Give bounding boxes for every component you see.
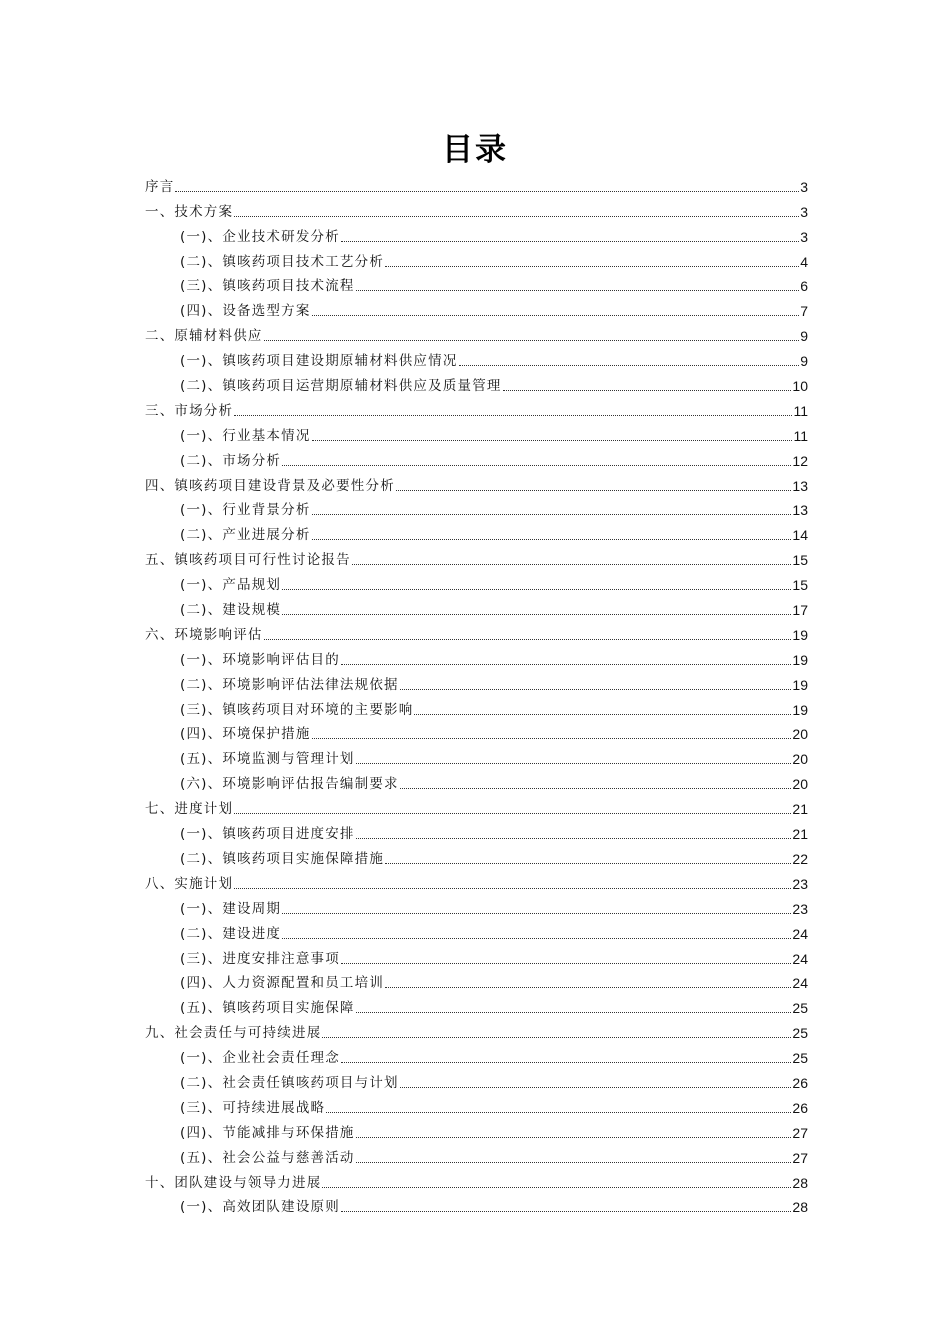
toc-subsection-entry[interactable] [145,770,808,795]
toc-dot-leader [356,290,800,291]
toc-section-entry[interactable] [145,472,808,497]
toc-page-number: 15 [792,577,808,594]
toc-subsection-entry[interactable] [145,497,808,522]
toc-section-entry[interactable] [145,397,808,422]
toc-entry-title: (一)、环境影响评估目的 [180,651,340,668]
toc-subsection-entry[interactable] [145,571,808,596]
toc-entry-title: (二)、社会责任镇咳药项目与计划 [180,1074,399,1091]
toc-subsection-entry[interactable] [145,422,808,447]
toc-entry-title: 九、社会责任与可持续进展 [145,1025,322,1042]
toc-subsection-entry[interactable] [145,845,808,870]
toc-dot-leader [341,1211,791,1212]
toc-dot-leader [400,788,792,789]
toc-subsection-entry[interactable] [145,273,808,298]
toc-page-number: 11 [793,402,808,419]
toc-subsection-entry[interactable] [145,1094,808,1119]
toc-entry-title: (一)、行业基本情况 [180,427,311,444]
toc-entry-title: (三)、镇咳药项目对环境的主要影响 [180,701,414,718]
toc-page-number: 13 [792,502,808,519]
toc-dot-leader [282,465,791,466]
toc-dot-leader [234,813,791,814]
toc-entry-title: (三)、镇咳药项目技术流程 [180,278,355,295]
toc-entry-title: (三)、进度安排注意事项 [180,950,340,967]
toc-subsection-entry[interactable] [145,223,808,248]
toc-entry-title: (二)、市场分析 [180,452,282,469]
toc-subsection-entry[interactable] [145,1119,808,1144]
toc-entry-title: (六)、环境影响评估报告编制要求 [180,776,399,793]
toc-page-number: 20 [792,776,808,793]
toc-subsection-entry[interactable] [145,745,808,770]
toc-list [145,173,808,1218]
toc-page-number: 4 [800,253,808,270]
toc-subsection-entry[interactable] [145,297,808,322]
toc-entry-title: 七、进度计划 [145,801,234,818]
toc-page-number: 25 [792,1050,808,1067]
toc-entry-title: (一)、建设周期 [180,900,282,917]
toc-dot-leader [459,365,800,366]
toc-entry-title: (四)、环境保护措施 [180,726,311,743]
toc-dot-leader [356,838,792,839]
toc-entry-title: (五)、镇咳药项目实施保障 [180,1000,355,1017]
toc-dot-leader [414,714,791,715]
toc-subsection-entry[interactable] [145,248,808,273]
toc-subsection-entry[interactable] [145,521,808,546]
toc-dot-leader [282,614,791,615]
toc-page-number: 3 [800,203,808,220]
toc-entry-title: (一)、产品规划 [180,577,282,594]
toc-dot-leader [352,564,792,565]
toc-entry-title: (二)、镇咳药项目实施保障措施 [180,850,385,867]
toc-page-number: 27 [792,1149,808,1166]
toc-subsection-entry[interactable] [145,994,808,1019]
toc-entry-title: (一)、高效团队建设原则 [180,1199,340,1216]
toc-dot-leader [312,315,800,316]
toc-entry-title: (四)、节能减排与环保措施 [180,1124,355,1141]
toc-entry-title: 二、原辅材料供应 [145,328,263,345]
toc-entry-title: (二)、建设规模 [180,602,282,619]
toc-section-entry[interactable] [145,621,808,646]
toc-entry-title: (五)、环境监测与管理计划 [180,751,355,768]
toc-page-number: 21 [792,826,808,843]
toc-entry-title: 四、镇咳药项目建设背景及必要性分析 [145,477,395,494]
toc-dot-leader [175,191,799,192]
toc-dot-leader [312,539,792,540]
toc-subsection-entry[interactable] [145,970,808,995]
toc-page-number: 19 [792,626,808,643]
toc-page-number: 15 [792,552,808,569]
toc-page-number: 24 [792,950,808,967]
toc-page-number: 19 [792,651,808,668]
toc-page-number: 27 [792,1124,808,1141]
toc-dot-leader [385,266,799,267]
toc-page-number: 24 [792,975,808,992]
toc-dot-leader [341,664,791,665]
toc-entry-title: 三、市场分析 [145,402,234,419]
toc-section-entry[interactable] [145,1169,808,1194]
toc-entry-title: (一)、企业技术研发分析 [180,228,340,245]
toc-entry-title: (一)、镇咳药项目建设期原辅材料供应情况 [180,353,458,370]
toc-subsection-entry[interactable] [145,671,808,696]
toc-entry-title: (四)、人力资源配置和员工培训 [180,975,385,992]
toc-subsection-entry[interactable] [145,1069,808,1094]
toc-dot-leader [356,1137,792,1138]
toc-dot-leader [385,863,791,864]
toc-subsection-entry[interactable] [145,721,808,746]
toc-dot-leader [312,738,792,739]
toc-page-number: 10 [792,378,808,395]
toc-dot-leader [282,589,791,590]
toc-dot-leader [341,963,791,964]
toc-page-number: 28 [792,1174,808,1191]
toc-dot-leader [396,490,792,491]
toc-entry-title: (二)、产业进展分析 [180,527,311,544]
toc-dot-leader [234,888,791,889]
toc-dot-leader [234,216,799,217]
toc-entry-title: (一)、镇咳药项目进度安排 [180,826,355,843]
toc-dot-leader [400,1087,792,1088]
toc-page-number: 19 [792,701,808,718]
toc-subsection-entry[interactable] [145,596,808,621]
toc-section-entry[interactable] [145,795,808,820]
toc-page-number: 14 [792,527,808,544]
toc-entry-title: 十、团队建设与领导力进展 [145,1174,322,1191]
toc-entry-title: (五)、社会公益与慈善活动 [180,1149,355,1166]
toc-entry-title: (二)、环境影响评估法律法规依据 [180,676,399,693]
toc-dot-leader [400,689,792,690]
toc-entry-title: (一)、行业背景分析 [180,502,311,519]
toc-dot-leader [341,1062,791,1063]
toc-page-number: 22 [792,850,808,867]
toc-dot-leader [326,1112,791,1113]
toc-page-number: 20 [792,726,808,743]
toc-section-entry[interactable] [145,322,808,347]
toc-section-entry[interactable] [145,546,808,571]
toc-entry-title: (二)、镇咳药项目技术工艺分析 [180,253,385,270]
toc-page-number: 25 [792,1000,808,1017]
toc-entry-title: (二)、镇咳药项目运营期原辅材料供应及质量管理 [180,378,502,395]
toc-subsection-entry[interactable] [145,447,808,472]
toc-dot-leader [356,1162,792,1163]
toc-dot-leader [356,1012,792,1013]
toc-subsection-entry[interactable] [145,696,808,721]
toc-title: 目录 [442,132,508,168]
toc-dot-leader [385,987,791,988]
toc-entry-title: 八、实施计划 [145,875,234,892]
toc-section-entry[interactable] [145,198,808,223]
toc-dot-leader [234,415,792,416]
toc-page-number: 24 [792,925,808,942]
toc-section-entry[interactable] [145,870,808,895]
toc-entry-title: 序言 [145,178,175,195]
toc-dot-leader [312,514,792,515]
toc-page-number: 12 [792,452,808,469]
toc-subsection-entry[interactable] [145,347,808,372]
toc-dot-leader [282,913,791,914]
toc-page-number: 9 [800,353,808,370]
toc-subsection-entry[interactable] [145,920,808,945]
toc-page-number: 20 [792,751,808,768]
toc-entry-title: (二)、建设进度 [180,925,282,942]
toc-subsection-entry[interactable] [145,1044,808,1069]
toc-entry-title: (三)、可持续进展战略 [180,1099,326,1116]
toc-entry-title: 五、镇咳药项目可行性讨论报告 [145,552,351,569]
toc-dot-leader [356,763,792,764]
toc-entry-title: (一)、企业社会责任理念 [180,1050,340,1067]
toc-entry-title: 一、技术方案 [145,203,234,220]
toc-dot-leader [264,340,800,341]
toc-section-entry[interactable] [145,1019,808,1044]
toc-page-number: 26 [792,1099,808,1116]
toc-page-number: 7 [800,303,808,320]
toc-dot-leader [322,1037,791,1038]
toc-page-number: 21 [792,801,808,818]
toc-dot-leader [282,938,791,939]
toc-page-number: 23 [792,900,808,917]
toc-page-number: 9 [800,328,808,345]
toc-dot-leader [341,241,799,242]
toc-subsection-entry[interactable] [145,646,808,671]
toc-subsection-entry[interactable] [145,895,808,920]
toc-dot-leader [322,1187,791,1188]
toc-page-number: 6 [800,278,808,295]
toc-entry-title: (四)、设备选型方案 [180,303,311,320]
toc-section-entry[interactable] [145,173,808,198]
toc-page-number: 13 [792,477,808,494]
toc-page-number: 17 [792,602,808,619]
toc-dot-leader [503,390,792,391]
toc-page-number: 26 [792,1074,808,1091]
toc-subsection-entry[interactable] [145,1144,808,1169]
toc-page-number: 23 [792,875,808,892]
toc-dot-leader [312,440,793,441]
toc-entry-title: 六、环境影响评估 [145,626,263,643]
toc-page-number: 28 [792,1199,808,1216]
toc-subsection-entry[interactable] [145,945,808,970]
toc-subsection-entry[interactable] [145,820,808,845]
toc-subsection-entry[interactable] [145,372,808,397]
toc-subsection-entry[interactable] [145,1194,808,1219]
toc-dot-leader [264,639,792,640]
toc-page-number: 3 [800,228,808,245]
toc-page-number: 19 [792,676,808,693]
toc-page-number: 25 [792,1025,808,1042]
toc-page-number: 11 [793,427,808,444]
toc-page-number: 3 [800,178,808,195]
